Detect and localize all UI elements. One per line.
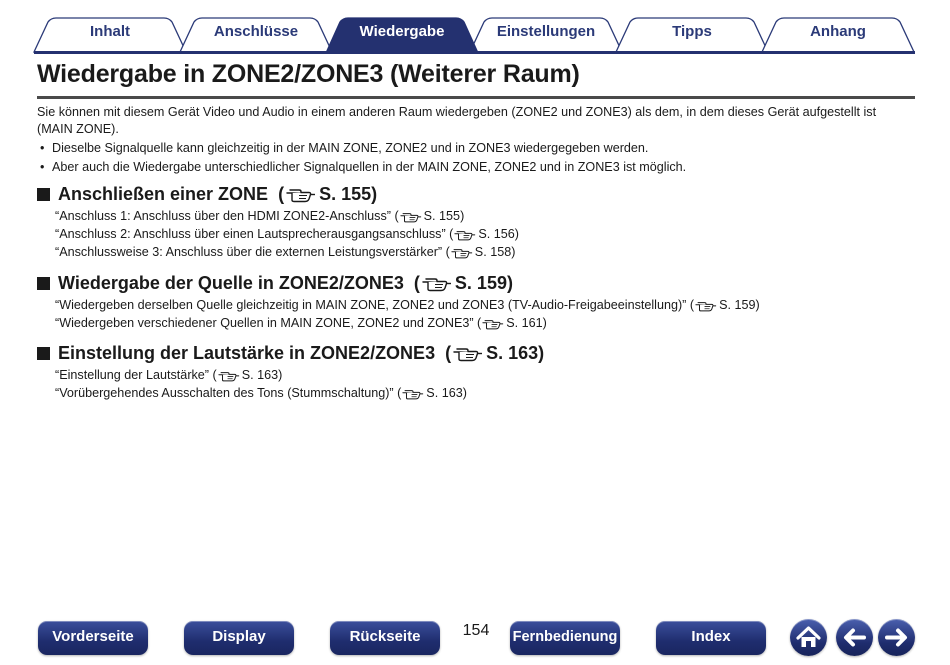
tab-anhang[interactable]: Anhang [810,23,866,40]
tab-inhalt[interactable]: Inhalt [90,23,130,40]
square-bullet-icon [37,277,50,290]
tab-tipps[interactable]: Tipps [672,23,712,40]
page-title: Wiedergabe in ZONE2/ZONE3 (Weiterer Raum) [37,60,580,88]
tab-wiedergabe[interactable]: Wiedergabe [359,23,445,40]
link-item[interactable]: “Einstellung der Lautstärke” ( S. 163) [55,368,283,382]
bullet-text: Dieselbe Signalquelle kann gleichzeitig in der MAIN ZONE, ZONE2 und in ZONE3 wiedergegeben werden. [52,141,649,155]
list-item [37,158,907,177]
pointing-hand-icon [454,228,476,241]
section-lautstaerke [37,340,907,402]
forward-arrow-icon [878,619,915,656]
page-number: 154 [462,622,490,639]
pointing-hand-icon [482,317,504,330]
section-heading-text: Anschließen einer ZONE [58,184,269,204]
pointing-hand-icon [451,246,473,259]
section-page-ref[interactable]: S. 155 [319,184,372,204]
pointing-hand-icon [286,185,316,203]
link-item[interactable]: “Anschluss 1: Anschluss über den HDMI ZONE2-Anschluss” ( S. 155) [55,209,465,223]
pointing-hand-icon [453,344,483,362]
section-heading-text: Wiedergabe der Quelle in ZONE2/ZONE3 [58,273,404,293]
section-anschliessen [37,181,907,261]
link-item[interactable]: “Wiedergeben derselben Quelle gleichzeitig in MAIN ZONE, ZONE2 und ZONE3 (TV-Audio-Freigabeeinstellung)” ( S. 159) [55,298,760,312]
section-page-ref[interactable]: S. 159 [454,273,507,293]
pointing-hand-icon [422,274,452,292]
forward-button[interactable] [878,619,915,656]
display-button[interactable]: Display [184,621,294,655]
section-heading: Wiedergabe der Quelle in ZONE2/ZONE3 ( S. 159 ) [37,270,907,296]
home-button[interactable] [790,619,827,656]
tab-einstellungen[interactable]: Einstellungen [496,23,596,40]
square-bullet-icon [37,188,50,201]
index-button[interactable]: Index [656,621,766,655]
bullet-dot: • [40,141,45,155]
list-item [37,139,907,158]
link-item[interactable]: “Anschlussweise 3: Anschluss über die externen Leistungsverstärker” ( S. 158) [55,245,516,259]
link-item[interactable]: “Wiedergeben verschiedener Quellen in MAIN ZONE, ZONE2 und ZONE3” ( S. 161) [55,316,547,330]
home-icon [790,619,827,656]
tab-anschl-sse[interactable]: Anschlüsse [213,23,299,40]
pointing-hand-icon [218,369,240,382]
section-heading: Einstellung der Lautstärke in ZONE2/ZONE3 ( S. 163 ) [37,340,907,366]
bullet-list [37,139,907,176]
back-arrow-icon [836,619,873,656]
section-heading-text: Einstellung der Lautstärke in ZONE2/ZONE3 [58,343,436,363]
pointing-hand-icon [402,387,424,400]
link-item[interactable]: “Vorübergehendes Ausschalten des Tons (Stummschaltung)” ( S. 163) [55,386,467,400]
square-bullet-icon [37,347,50,360]
section-wiedergabe-quelle [37,270,907,332]
bullet-dot: • [40,159,45,174]
rueckseite-button[interactable]: Rückseite [330,621,440,655]
pointing-hand-icon [400,210,422,223]
link-item[interactable]: “Anschluss 2: Anschluss über einen Lautsprecherausgangsanschluss” ( S. 156) [55,227,519,241]
pointing-hand-icon [695,299,717,312]
title-divider [37,96,915,99]
bullet-text: Aber auch die Wiedergabe unterschiedlicher Signalquellen in der MAIN ZONE, ZONE2 und in ZONE3 ist möglich. [52,159,687,174]
back-button[interactable] [836,619,873,656]
intro-paragraph: Sie können mit diesem Gerät Video und Audio in einem anderen Raum wiedergeben (ZONE2 und ZONE3) als dem, in dem dieses Gerät aufgestellt ist (MAIN ZONE). [37,105,877,136]
section-heading: Anschließen einer ZONE ( S. 155 ) [37,181,907,207]
fernbedienung-button[interactable]: Fernbedienung [510,621,620,655]
section-page-ref[interactable]: S. 163 [486,343,539,363]
vorderseite-button[interactable]: Vorderseite [38,621,148,655]
